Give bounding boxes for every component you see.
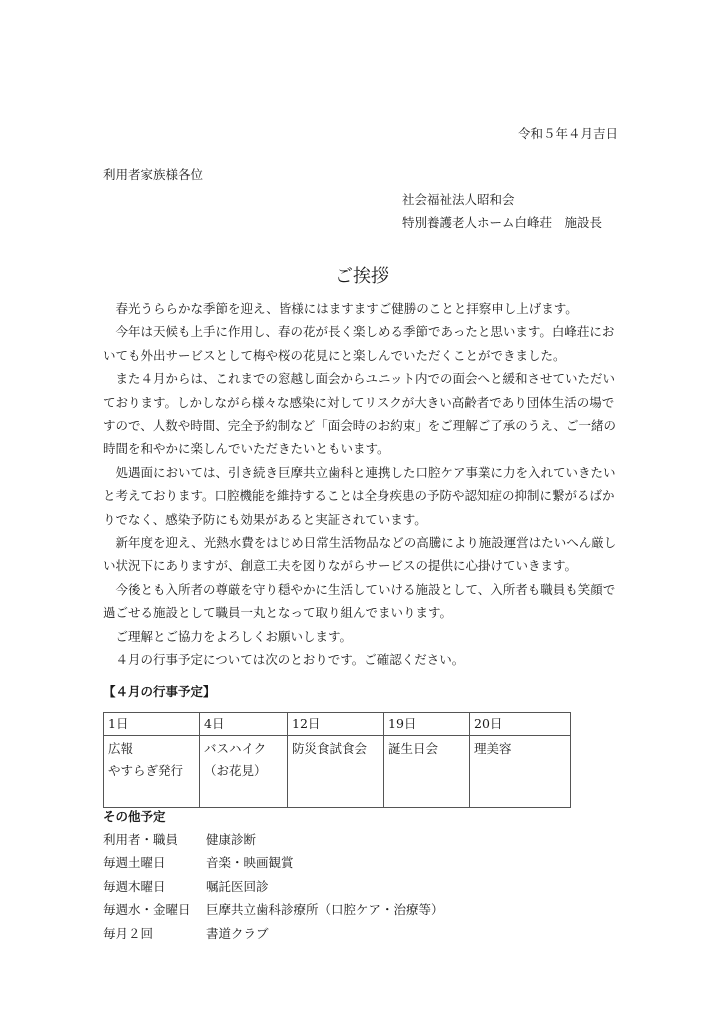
schedule-what: 書道クラブ — [206, 925, 269, 941]
schedule-what: 巨摩共立歯科診療所（口腔ケア・治療等） — [206, 902, 444, 918]
event-day: 12日 — [288, 713, 384, 736]
schedule-when: 毎週土曜日 — [103, 855, 166, 871]
other-schedule-item — [103, 922, 444, 945]
event-cell — [200, 736, 288, 808]
body-paragraph: 処遇面においては、引き続き巨摩共立歯科と連携した口腔ケア事業に力を入れていきたいと考えております。口腔機能を維持することは全身疾患の予防や認知症の抑制に繋がるばかりでなく、感染予防にも効果があると実証されています。 — [103, 464, 616, 527]
event-day: 1日 — [104, 713, 200, 736]
other-schedule-item — [103, 875, 444, 898]
events-header-row — [104, 713, 571, 736]
other-schedule-list — [103, 828, 444, 945]
body-paragraph: 今後とも入所者の尊厳を守り穏やかに生活していける施設として、入所者も職員も笑顔で過ごせる施設として職員一丸となって取り組んでまいります。 — [103, 581, 616, 621]
event-cell — [470, 736, 571, 808]
event-name: 誕生日会 — [388, 741, 439, 756]
schedule-heading: 【４月の行事予定】 — [103, 684, 216, 699]
schedule-what: 健康診断 — [206, 832, 257, 847]
event-day: 4日 — [200, 713, 288, 736]
other-schedule-item — [103, 851, 444, 874]
schedule-when: 毎月２回 — [103, 925, 154, 941]
event-day: 20日 — [470, 713, 571, 736]
event-name: バスハイク — [204, 741, 267, 756]
body-paragraph: ご理解とご協力をよろしくお願いします。 — [103, 628, 353, 644]
other-schedule-item — [103, 828, 444, 851]
event-note: やすらぎ発行 — [108, 763, 184, 778]
schedule-what: 嘱託医回診 — [206, 878, 269, 894]
sender-organization: 社会福祉法人昭和会 — [402, 192, 515, 207]
event-name: 理美容 — [474, 741, 512, 756]
event-cell — [288, 736, 384, 808]
body-paragraph: また４月からは、これまでの窓越し面会からユニット内での面会へと緩和させていただいております。しかしながら様々な感染に対してリスクが大きい高齢者であり団体生活の場ですので、人数や時間、完全予約制など「面会時のお約束」をご理解ご了承のうえ、ご一緒の時間を和やかに楽しんでいただきたいともいます。 — [103, 371, 617, 457]
body-paragraph: 今年は天候も上手に作用し、春の花が長く楽しめる季節であったと思います。白峰荘においても外出サービスとして梅や桜の花見にと楽しんでいただくことができました。 — [103, 324, 615, 363]
event-cell — [384, 736, 470, 808]
sender-facility: 特別養護老人ホーム白峰荘 施設長 — [402, 215, 603, 230]
letter-body — [103, 297, 623, 648]
letter-title: ご挨拶 — [335, 266, 389, 287]
schedule-intro: ４月の行事予定については次のとおりです。ご確認ください。 — [103, 652, 465, 667]
schedule-when: 毎週木曜日 — [103, 878, 166, 894]
event-name: 防災食試食会 — [292, 741, 368, 756]
event-cell — [104, 736, 200, 808]
body-paragraph: 春光うららかな季節を迎え、皆様にはますますご健勝のことと拝察申し上げます。 — [103, 301, 578, 316]
schedule-what: 音楽・映画観賞 — [206, 855, 294, 871]
other-schedule-item — [103, 898, 444, 921]
addressee: 利用者家族様各位 — [103, 167, 204, 182]
event-note: （お花見） — [204, 763, 267, 778]
schedule-when: 利用者・職員 — [103, 832, 179, 847]
events-detail-row — [104, 736, 571, 808]
event-day: 19日 — [384, 713, 470, 736]
other-schedule-heading: その他予定 — [103, 809, 166, 824]
event-name: 広報 — [108, 741, 134, 756]
letter-date: 令和５年４月吉日 — [517, 126, 618, 141]
schedule-when: 毎週水・金曜日 — [103, 902, 191, 918]
body-paragraph: 新年度を迎え、光熱水費をはじめ日常生活物品などの高騰により施設運営はたいへん厳しい状況下にありますが、創意工夫を図りながらサービスの提供に心掛けていきます。 — [103, 535, 617, 574]
events-table — [103, 712, 571, 808]
